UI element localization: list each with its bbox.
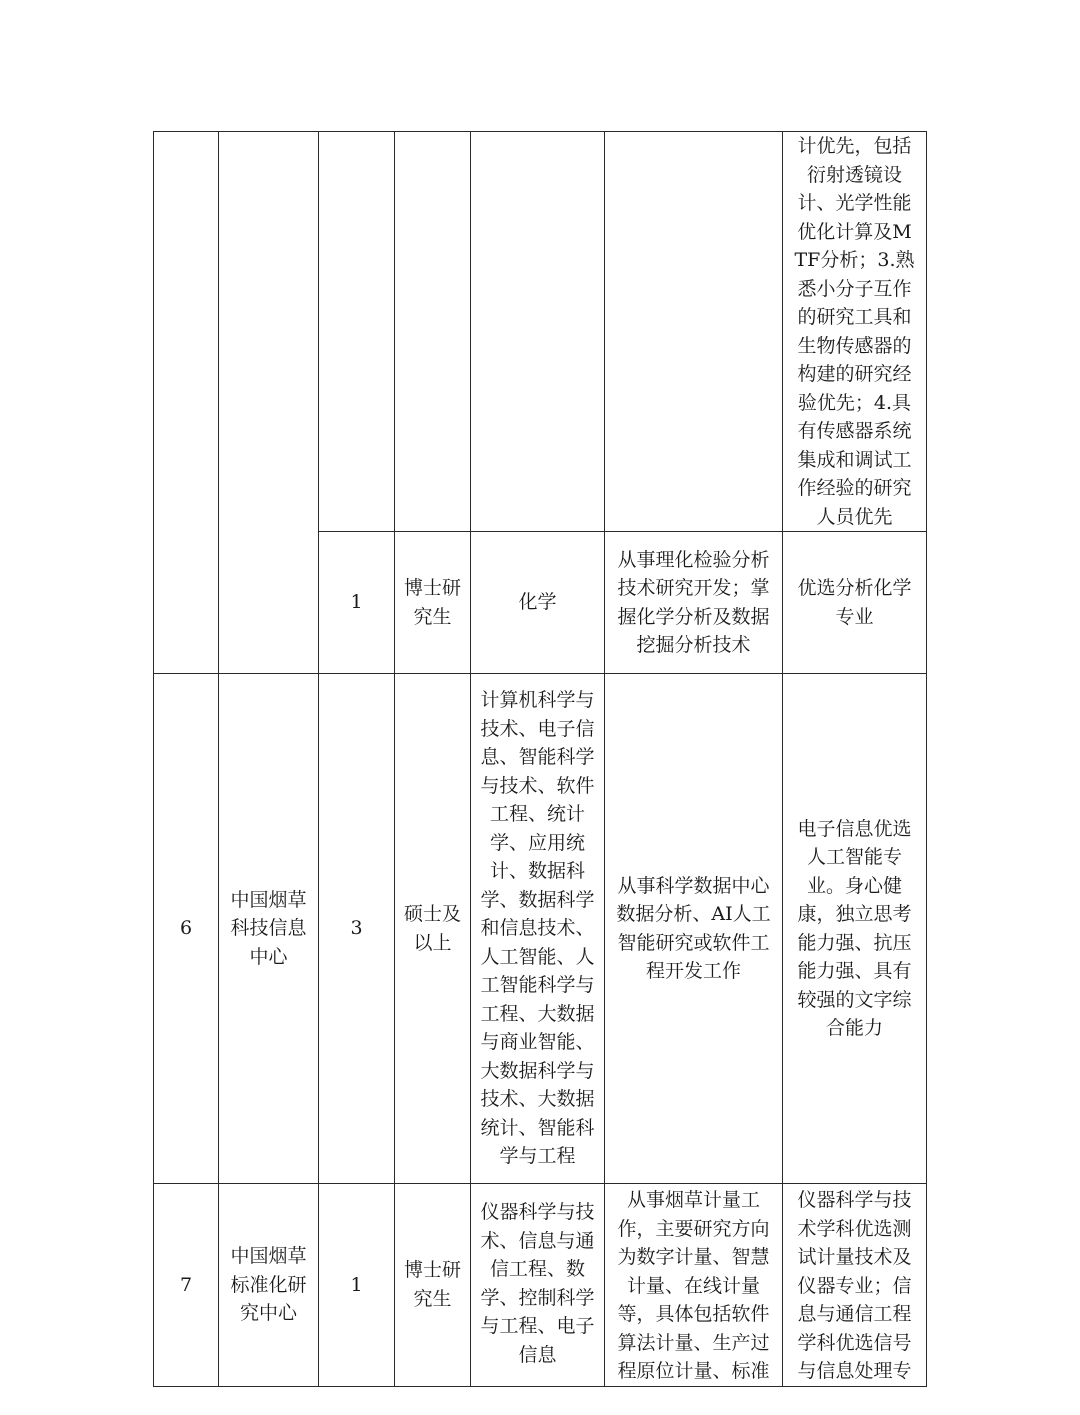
duties-cell: 从事科学数据中心数据分析、AI人工智能研究或软件工程开发工作 bbox=[605, 674, 783, 1184]
seq-cell: 7 bbox=[154, 1184, 219, 1387]
degree-cell: 博士研究生 bbox=[395, 532, 471, 674]
degree-cell bbox=[395, 132, 471, 532]
duties-cell: 从事烟草计量工作，主要研究方向为数字计量、智慧计量、在线计量等，具体包括软件算法计量、生产过程原位计量、标准 bbox=[605, 1184, 783, 1387]
table-row bbox=[154, 132, 927, 532]
duties-cell bbox=[605, 132, 783, 532]
table-row bbox=[154, 1184, 927, 1387]
seq-cell bbox=[154, 132, 219, 674]
requirements-cell: 优选分析化学专业 bbox=[783, 532, 927, 674]
degree-cell: 硕士及以上 bbox=[395, 674, 471, 1184]
unit-cell: 中国烟草标准化研究中心 bbox=[219, 1184, 319, 1387]
major-cell: 仪器科学与技术、信息与通信工程、数学、控制科学与工程、电子信息 bbox=[471, 1184, 605, 1387]
major-cell: 化学 bbox=[471, 532, 605, 674]
requirements-cell: 计优先，包括衍射透镜设计、光学性能优化计算及MTF分析；3.熟悉小分子互作的研究工具和生物传感器的构建的研究经验优先；4.具有传感器系统集成和调试工作经验的研究人员优先 bbox=[783, 132, 927, 532]
requirements-cell: 电子信息优选人工智能专业。身心健康，独立思考能力强、抗压能力强、具有较强的文字综合能力 bbox=[783, 674, 927, 1184]
count-cell bbox=[319, 132, 395, 532]
recruitment-table bbox=[153, 131, 927, 1387]
unit-cell: 中国烟草科技信息中心 bbox=[219, 674, 319, 1184]
unit-cell bbox=[219, 132, 319, 674]
count-cell: 3 bbox=[319, 674, 395, 1184]
major-cell: 计算机科学与技术、电子信息、智能科学与技术、软件工程、统计学、应用统计、数据科学、数据科学和信息技术、人工智能、人工智能科学与工程、大数据与商业智能、大数据科学与技术、大数据统计、智能科学与工程 bbox=[471, 674, 605, 1184]
table-row bbox=[154, 674, 927, 1184]
count-cell: 1 bbox=[319, 532, 395, 674]
requirements-cell: 仪器科学与技术学科优选测试计量技术及仪器专业；信息与通信工程学科优选信号与信息处理专 bbox=[783, 1184, 927, 1387]
count-cell: 1 bbox=[319, 1184, 395, 1387]
degree-cell: 博士研究生 bbox=[395, 1184, 471, 1387]
duties-cell: 从事理化检验分析技术研究开发；掌握化学分析及数据挖掘分析技术 bbox=[605, 532, 783, 674]
seq-cell: 6 bbox=[154, 674, 219, 1184]
major-cell bbox=[471, 132, 605, 532]
